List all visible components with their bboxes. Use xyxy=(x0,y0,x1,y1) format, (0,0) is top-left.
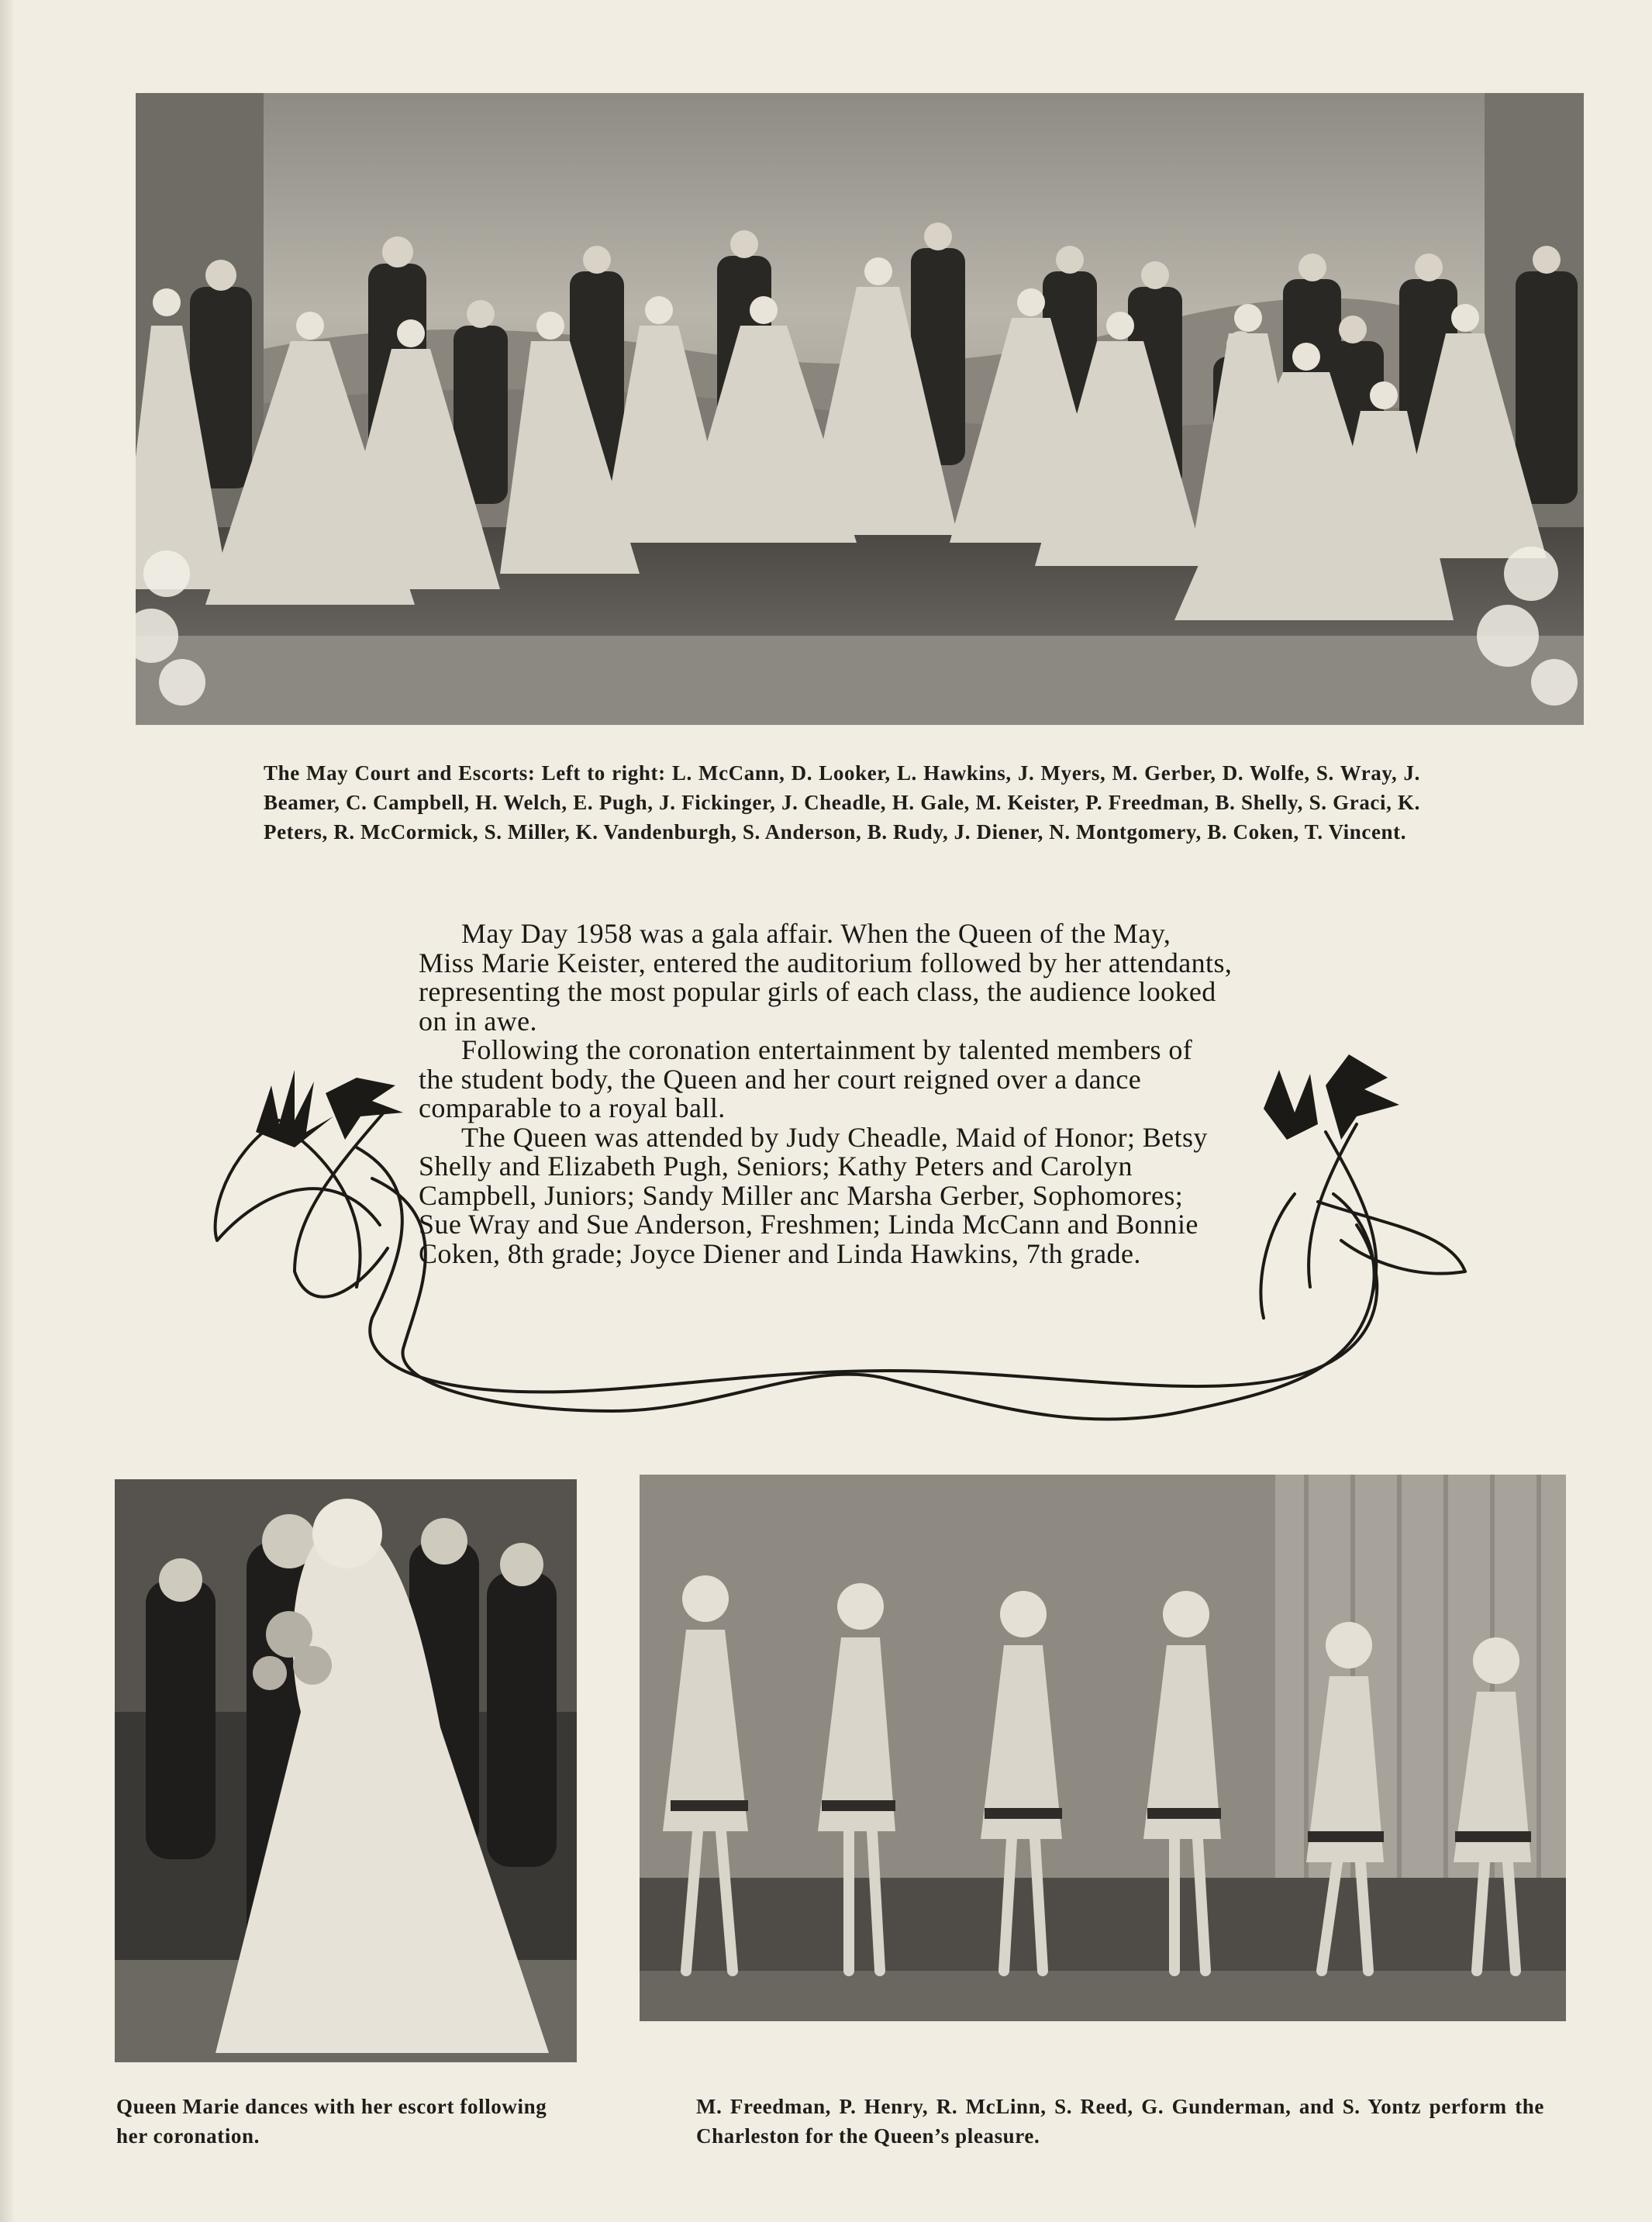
article-paragraph-3: The Queen was attended by Judy Cheadle, Maid of Honor; Betsy Shelly and Elizabeth Pugh, Seniors; Kathy Peters and Carolyn Campbell, Juniors; Sandy Miller anc Marsha Gerber, Sophomores; Sue Wray and Sue Anderson, Freshmen; Linda McCann and Bonnie Coken, 8th grade; Joyce Diener and Linda Hawkins, 7th grade. xyxy=(419,1121,1208,1269)
may-court-caption-text: The May Court and Escorts: Left to right: L. McCann, D. Looker, L. Hawkins, J. Myers, M. Gerber, D. Wolfe, S. Wray, J. Beamer, C. Campbell, H. Welch, E. Pugh, J. Fickinger, J. Cheadle, H. Gale, M. Keister, P. Freedman, B. Shelly, S. Graci, K. Peters, R. McCormick, S. Miller, K. Vandenburgh, S. Anderson, B. Rudy, J. Diener, N. Montgomery, B. Coken, T. Vincent. xyxy=(264,761,1420,844)
article-paragraph-1: May Day 1958 was a gala affair. When the Queen of the May, Miss Marie Keister, entered the auditorium followed by her attendants, representing the most popular girls of each class, the audience looked on in awe. xyxy=(419,918,1233,1037)
may-court-photo xyxy=(136,93,1584,725)
charleston-photo xyxy=(640,1475,1566,2021)
charleston-caption xyxy=(696,2092,1544,2151)
queen-dance-photo xyxy=(115,1479,577,2062)
queen-dance-caption-text: Queen Marie dances with her escort following her coronation. xyxy=(116,2095,547,2148)
may-court-caption xyxy=(264,758,1420,847)
charleston-caption-text: M. Freedman, P. Henry, R. McLinn, S. Reed, G. Gunderman, and S. Yontz perform the Charleston for the Queen’s pleasure. xyxy=(696,2095,1544,2148)
article-body xyxy=(419,920,1233,1268)
queen-dance-caption xyxy=(116,2092,574,2151)
page-binding-edge xyxy=(0,0,14,2222)
article-paragraph-2: Following the coronation entertainment by talented members of the student body, the Queen and her court reigned over a dance comparable to a royal ball. xyxy=(419,1034,1193,1123)
